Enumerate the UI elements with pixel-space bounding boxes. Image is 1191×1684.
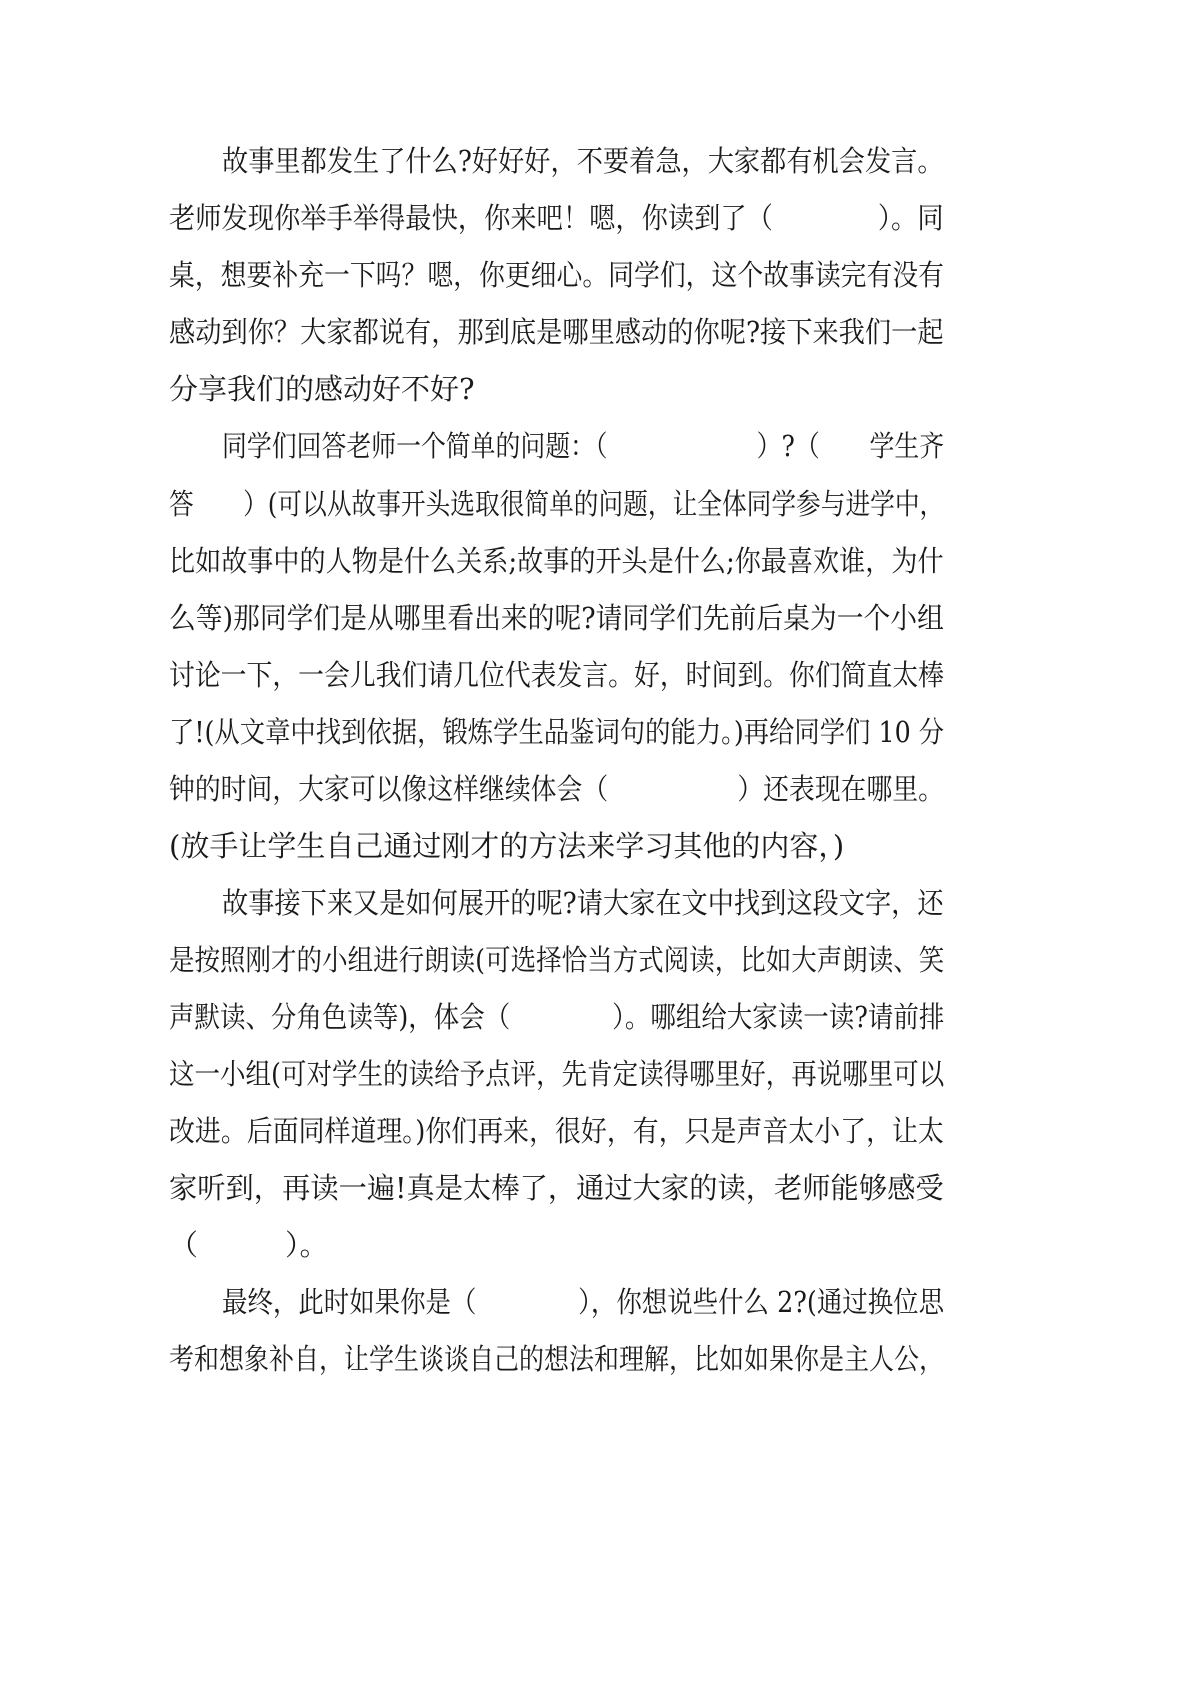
paragraph-line: 分享我们的感动好不好? — [169, 372, 475, 406]
paragraph-line: 改进。后面同样道理。)你们再来，很好，有，只是声音太小了，让太 — [169, 1114, 944, 1148]
paragraph-line: 这一小组(可对学生的读给予点评，先肯定读得哪里好，再说哪里可以 — [169, 1057, 945, 1091]
paragraph-line: 家听到，再读一遍!真是太棒了，通过大家的读，老师能够感受 — [169, 1171, 944, 1205]
paragraph-line: 声默读、分角色读等)，体会（ ）。哪组给大家读一读?请前排 — [169, 1000, 945, 1034]
paragraph-line: 最终，此时如果你是（ ），你想说些什么 2?(通过换位思 — [222, 1285, 945, 1319]
paragraph-line: 么等)那同学们是从哪里看出来的呢?请同学们先前后桌为一个小组 — [169, 601, 944, 635]
paragraph-line: 了!(从文章中找到依据，锻炼学生品鉴词句的能力。)再给同学们 10 分 — [169, 715, 945, 749]
paragraph-line: 故事里都发生了什么?好好好，不要着急，大家都有机会发言。 — [222, 144, 944, 178]
paragraph-line: 感动到你？大家都说有，那到底是哪里感动的你呢?接下来我们一起 — [169, 315, 944, 349]
paragraph-line: 同学们回答老师一个简单的问题：（ ）?（ 学生齐 — [222, 429, 945, 463]
paragraph-line: 故事接下来又是如何展开的呢?请大家在文中找到这段文字，还 — [222, 886, 944, 920]
paragraph-line: 桌，想要补充一下吗？嗯，你更细心。同学们，这个故事读完有没有 — [169, 258, 945, 292]
paragraph-line: 老师发现你举手举得最快，你来吧！嗯，你读到了（ ）。同 — [169, 201, 944, 235]
paragraph-line: 答 ）(可以从故事开头选取很简单的问题，让全体同学参与进学中， — [169, 487, 945, 521]
paragraph-line: 考和想象补自，让学生谈谈自己的想法和理解，比如如果你是主人公， — [169, 1342, 945, 1376]
paragraph-line: 讨论一下，一会儿我们请几位代表发言。好，时间到。你们简直太棒 — [169, 658, 945, 692]
paragraph-line: 是按照刚才的小组进行朗读(可选择恰当方式阅读，比如大声朗读、笑 — [169, 943, 945, 977]
paragraph-line: （ ）。 — [169, 1228, 329, 1262]
paragraph-line: 钟的时间，大家可以像这样继续体会（ ）还表现在哪里。 — [169, 772, 945, 806]
paragraph-line: 比如故事中的人物是什么关系;故事的开头是什么;你最喜欢谁，为什 — [169, 544, 944, 578]
paragraph-line: (放手让学生自己通过刚才的方法来学习其他的内容，) — [169, 829, 845, 863]
